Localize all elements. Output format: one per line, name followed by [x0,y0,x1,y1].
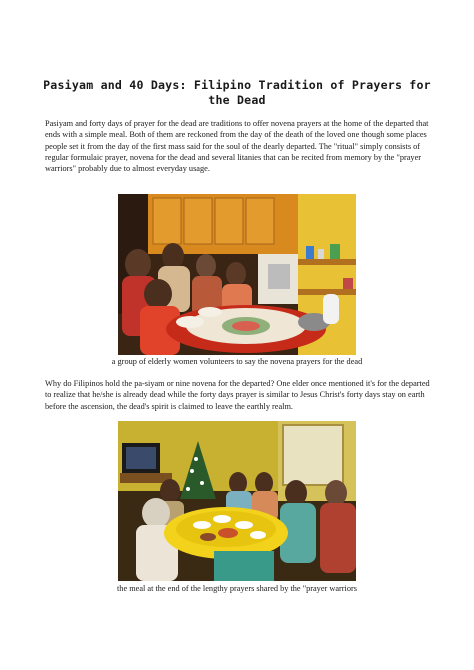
caption-shared-meal: the meal at the end of the lengthy prayers shared by the "prayer warriors [117,584,357,593]
caption-novena-prayers: a group of elderly women volunteers to say the novena prayers for the dead [111,357,363,366]
photo-novena-prayers [118,194,356,355]
paragraph-pasiyam-meaning: Why do Filipinos hold the pa-siyam or nine novena for the departed? One elder once mentioned it's for the departed to realize that he/she is already dead while the forty days prayer is similar to Jesus Christ's forty days stay on earth before the ascension, the dead's spirit is claimed to leave the earthly realm. [45,379,430,411]
photo-shared-meal [118,421,356,581]
document-title: Pasiyam and 40 Days: Filipino Tradition of Prayers for the Dead [43,78,431,107]
paragraph-intro: Pasiyam and forty days of prayer for the dead are traditions to offer novena prayers at the home of the departed that ends with a simple meal. Both of them are reckoned from the day of the death of the loved one though some places people set it from the day of the first mass said for the soul of the dearly departed. The "ritual" simply consists of regular formulaic prayer, novena for the dead and several litanies that can be recited from memory by the "prayer warriors" probably due to almost everyday usage. [45,119,429,174]
